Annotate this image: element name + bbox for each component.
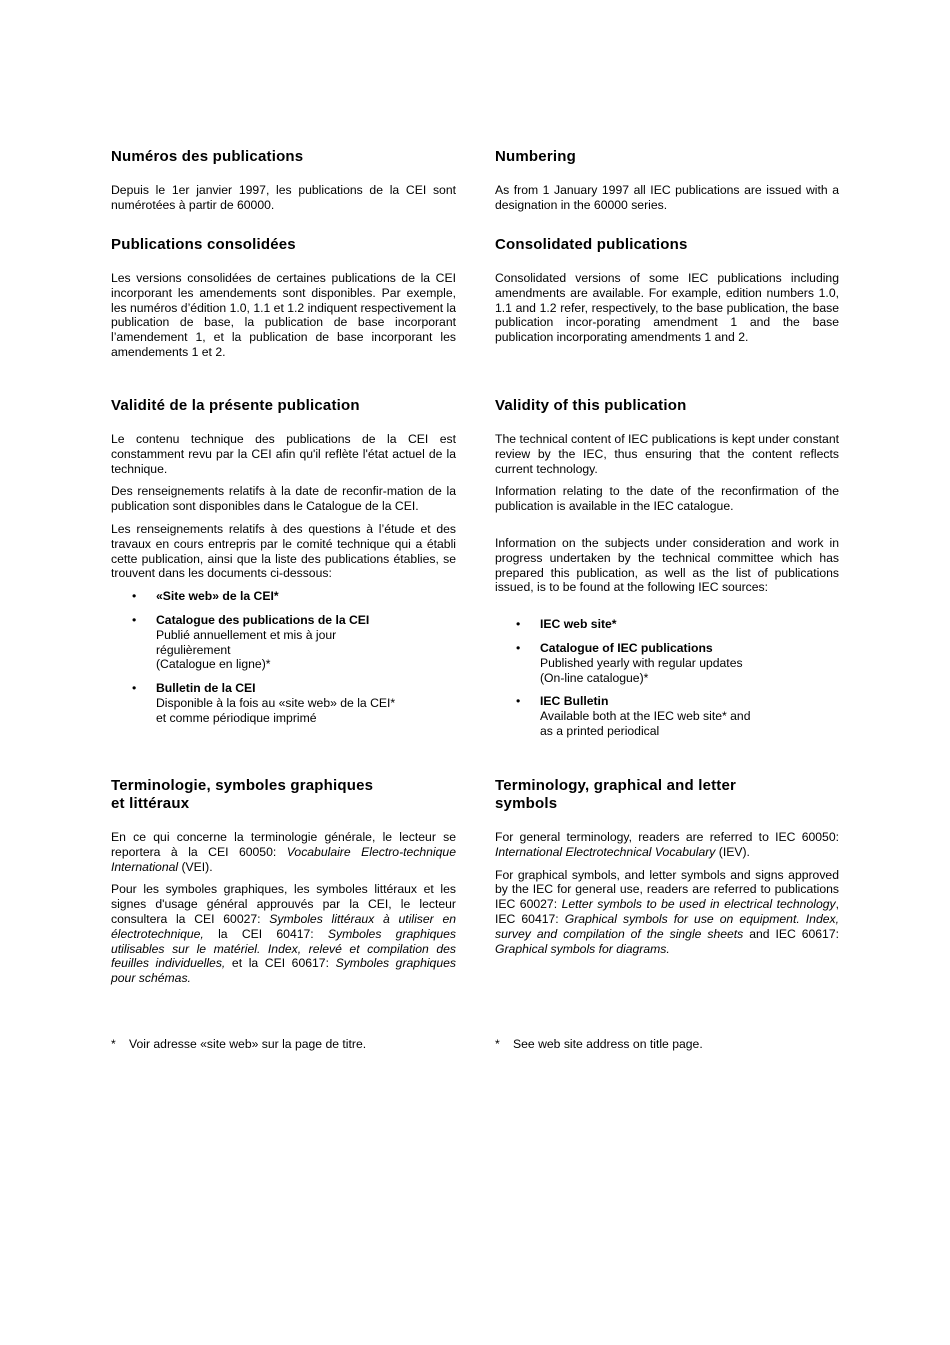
fr-validity-p1: Le contenu technique des publications de la CEI est constamment revu par la CEI afin qu'il reflète l'état actuel de la technique. xyxy=(111,432,456,476)
fr-terminology-p1 xyxy=(111,830,456,874)
footnote-marker: * xyxy=(111,1037,116,1051)
text-run: , IEC 60417: xyxy=(495,897,839,926)
en-footnote-text: See web site address on title page. xyxy=(513,1037,703,1051)
text-italic: Letter symbols to be used in electrical technology xyxy=(561,897,836,912)
en-numbering-text: As from 1 January 1997 all IEC publications are issued with a designation in the 60000 series. xyxy=(495,183,839,212)
en-section-terminology xyxy=(495,777,839,964)
fr-numbering-text: Depuis le 1er janvier 1997, les publications de la CEI sont numérotées à partir de 60000. xyxy=(111,183,456,212)
text-run: (VEI). xyxy=(178,859,213,874)
fr-item-line: Disponible à la fois au «site web» de la CEI* xyxy=(156,695,396,710)
en-section-numbering xyxy=(495,148,839,221)
en-item-label: IEC Bulletin xyxy=(540,694,609,709)
en-item-label: IEC web site* xyxy=(540,617,617,632)
fr-section-consolidated xyxy=(111,236,456,368)
en-heading-numbering: Numbering xyxy=(495,148,576,165)
en-heading-validity: Validity of this publication xyxy=(495,397,687,414)
en-item-label: Catalogue of IEC publications xyxy=(540,640,713,655)
list-item xyxy=(495,617,839,632)
fr-item-label: Catalogue des publications de la CEI xyxy=(156,612,370,627)
fr-item-label: «Site web» de la CEI* xyxy=(156,589,279,604)
en-item-line: (On-line catalogue)* xyxy=(540,670,649,685)
fr-terminology-p2 xyxy=(111,882,456,986)
fr-section-validity xyxy=(111,397,456,735)
en-item-line: Published yearly with regular updates xyxy=(540,655,743,670)
fr-section-terminology xyxy=(111,777,456,994)
text-run: Pour les symboles graphiques, les symboles littéraux et les signes d'usage général approuvés par la CEI, le lecteur consultera la CEI 60027: xyxy=(111,882,456,926)
fr-item-line: (Catalogue en ligne)* xyxy=(156,657,271,672)
en-section-validity xyxy=(495,397,839,748)
footnote-marker: * xyxy=(495,1037,500,1051)
en-heading-terminology-line1: Terminology, graphical and letter xyxy=(495,777,737,794)
en-item-line: Available both at the IEC web site* and xyxy=(540,709,751,724)
text-run: la CEI 60417: xyxy=(203,926,328,941)
en-heading-terminology-line2: symbols xyxy=(495,795,558,812)
en-heading-consolidated: Consolidated publications xyxy=(495,236,688,253)
list-item xyxy=(111,589,456,604)
text-italic: Graphical symbols for use on equipment. Index, survey and compilation of the single sheets xyxy=(495,911,839,941)
fr-item-line: régulièrement xyxy=(156,642,231,657)
en-sources-list xyxy=(495,617,839,739)
text-run: En ce qui concerne la terminologie générale, le lecteur se reportera à la CEI 60050: xyxy=(111,830,456,859)
list-item xyxy=(111,613,456,672)
en-validity-p3: Information on the subjects under consideration and work in progress undertaken by the technical committee which has prepared this publication, as well as the list of publications issued, is to be found at the following IEC sources: xyxy=(495,535,839,595)
fr-consolidated-text: Les versions consolidées de certaines publications de la CEI incorporant les amendements sont disponibles. Par exemple, les numéros d’édition 1.0, 1.1 et 1.2 indiquent respectivement la publication de base, la publication de base incorporant l’amendement 1, et la publication de base incorporant les amendements 1 et 2. xyxy=(111,271,456,359)
en-section-consolidated xyxy=(495,236,839,353)
bullet: • xyxy=(132,681,137,696)
bullet: • xyxy=(132,589,137,604)
text-run: For general terminology, readers are referred to IEC 60050: xyxy=(495,830,839,844)
bullet: • xyxy=(516,640,521,655)
bullet: • xyxy=(132,612,137,627)
fr-footnote xyxy=(111,1037,366,1052)
text-run: and IEC 60617: xyxy=(743,926,839,941)
text-italic: Symboles graphiques pour schémas. xyxy=(111,956,456,986)
bullet: • xyxy=(516,617,521,632)
fr-item-line: et comme périodique imprimé xyxy=(156,710,317,725)
text-run: et la CEI 60617: xyxy=(225,956,336,971)
fr-heading-numbering: Numéros des publications xyxy=(111,148,304,165)
fr-heading-terminology-line1: Terminologie, symboles graphiques xyxy=(111,777,374,794)
en-consolidated-text: Consolidated versions of some IEC publications including amendments are available. For example, edition numbers 1.0, 1.1 and 1.2 refer, respectively, to the base publication, the base publication incor-porating amendment 1 and the base publication incorporating amendments 1 and 2. xyxy=(495,271,839,345)
fr-sources-list xyxy=(111,589,456,725)
bullet: • xyxy=(516,694,521,709)
en-terminology-p1 xyxy=(495,830,839,860)
text-italic: Symboles graphiques utilisables sur le matériel. Index, relevé et compilation des feuilles individuelles, xyxy=(111,926,456,971)
en-item-line: as a printed periodical xyxy=(540,723,660,738)
en-heading-terminology xyxy=(495,777,839,813)
text-run: For graphical symbols, and letter symbols and signs approved by the IEC for general use, readers are referred to publications IEC 60027: xyxy=(495,867,839,912)
list-item xyxy=(495,641,839,685)
fr-heading-validity: Validité de la présente publication xyxy=(111,397,360,414)
en-validity-p2: Information relating to the date of the reconfirmation of the publication is available in the IEC catalogue. xyxy=(495,484,839,514)
en-footnote xyxy=(495,1037,703,1052)
text-italic: Graphical symbols for diagrams. xyxy=(495,941,670,956)
fr-footnote-text: Voir adresse «site web» sur la page de titre. xyxy=(129,1037,367,1051)
fr-validity-p3: Les renseignements relatifs à des questions à l’étude et des travaux en cours entrepris par le comité technique qui a établi cette publication, ainsi que la liste des publications établies, se trouvent dans les documents ci-dessous: xyxy=(111,521,456,581)
fr-item-label: Bulletin de la CEI xyxy=(156,681,256,696)
fr-validity-p2: Des renseignements relatifs à la date de reconfir-mation de la publication sont disponibles dans le Catalogue de la CEI. xyxy=(111,484,456,514)
fr-heading-terminology xyxy=(111,777,456,813)
list-item xyxy=(495,694,839,738)
fr-heading-consolidated: Publications consolidées xyxy=(111,236,296,253)
text-italic: Vocabulaire Electro-technique International xyxy=(111,844,456,874)
fr-item-line: Publié annuellement et mis à jour xyxy=(156,627,337,642)
text-italic: Symboles littéraux à utiliser en électrotechnique, xyxy=(111,911,457,941)
text-italic: International Electrotechnical Vocabulary xyxy=(495,844,716,859)
en-terminology-p2 xyxy=(495,868,839,957)
fr-heading-terminology-line2: et littéraux xyxy=(111,795,190,812)
list-item xyxy=(111,681,456,725)
text-run: (IEV). xyxy=(715,844,750,859)
fr-section-numbering xyxy=(111,148,456,221)
en-validity-p1: The technical content of IEC publications is kept under constant review by the IEC, thus ensuring that the content reflects current technology. xyxy=(495,432,839,476)
